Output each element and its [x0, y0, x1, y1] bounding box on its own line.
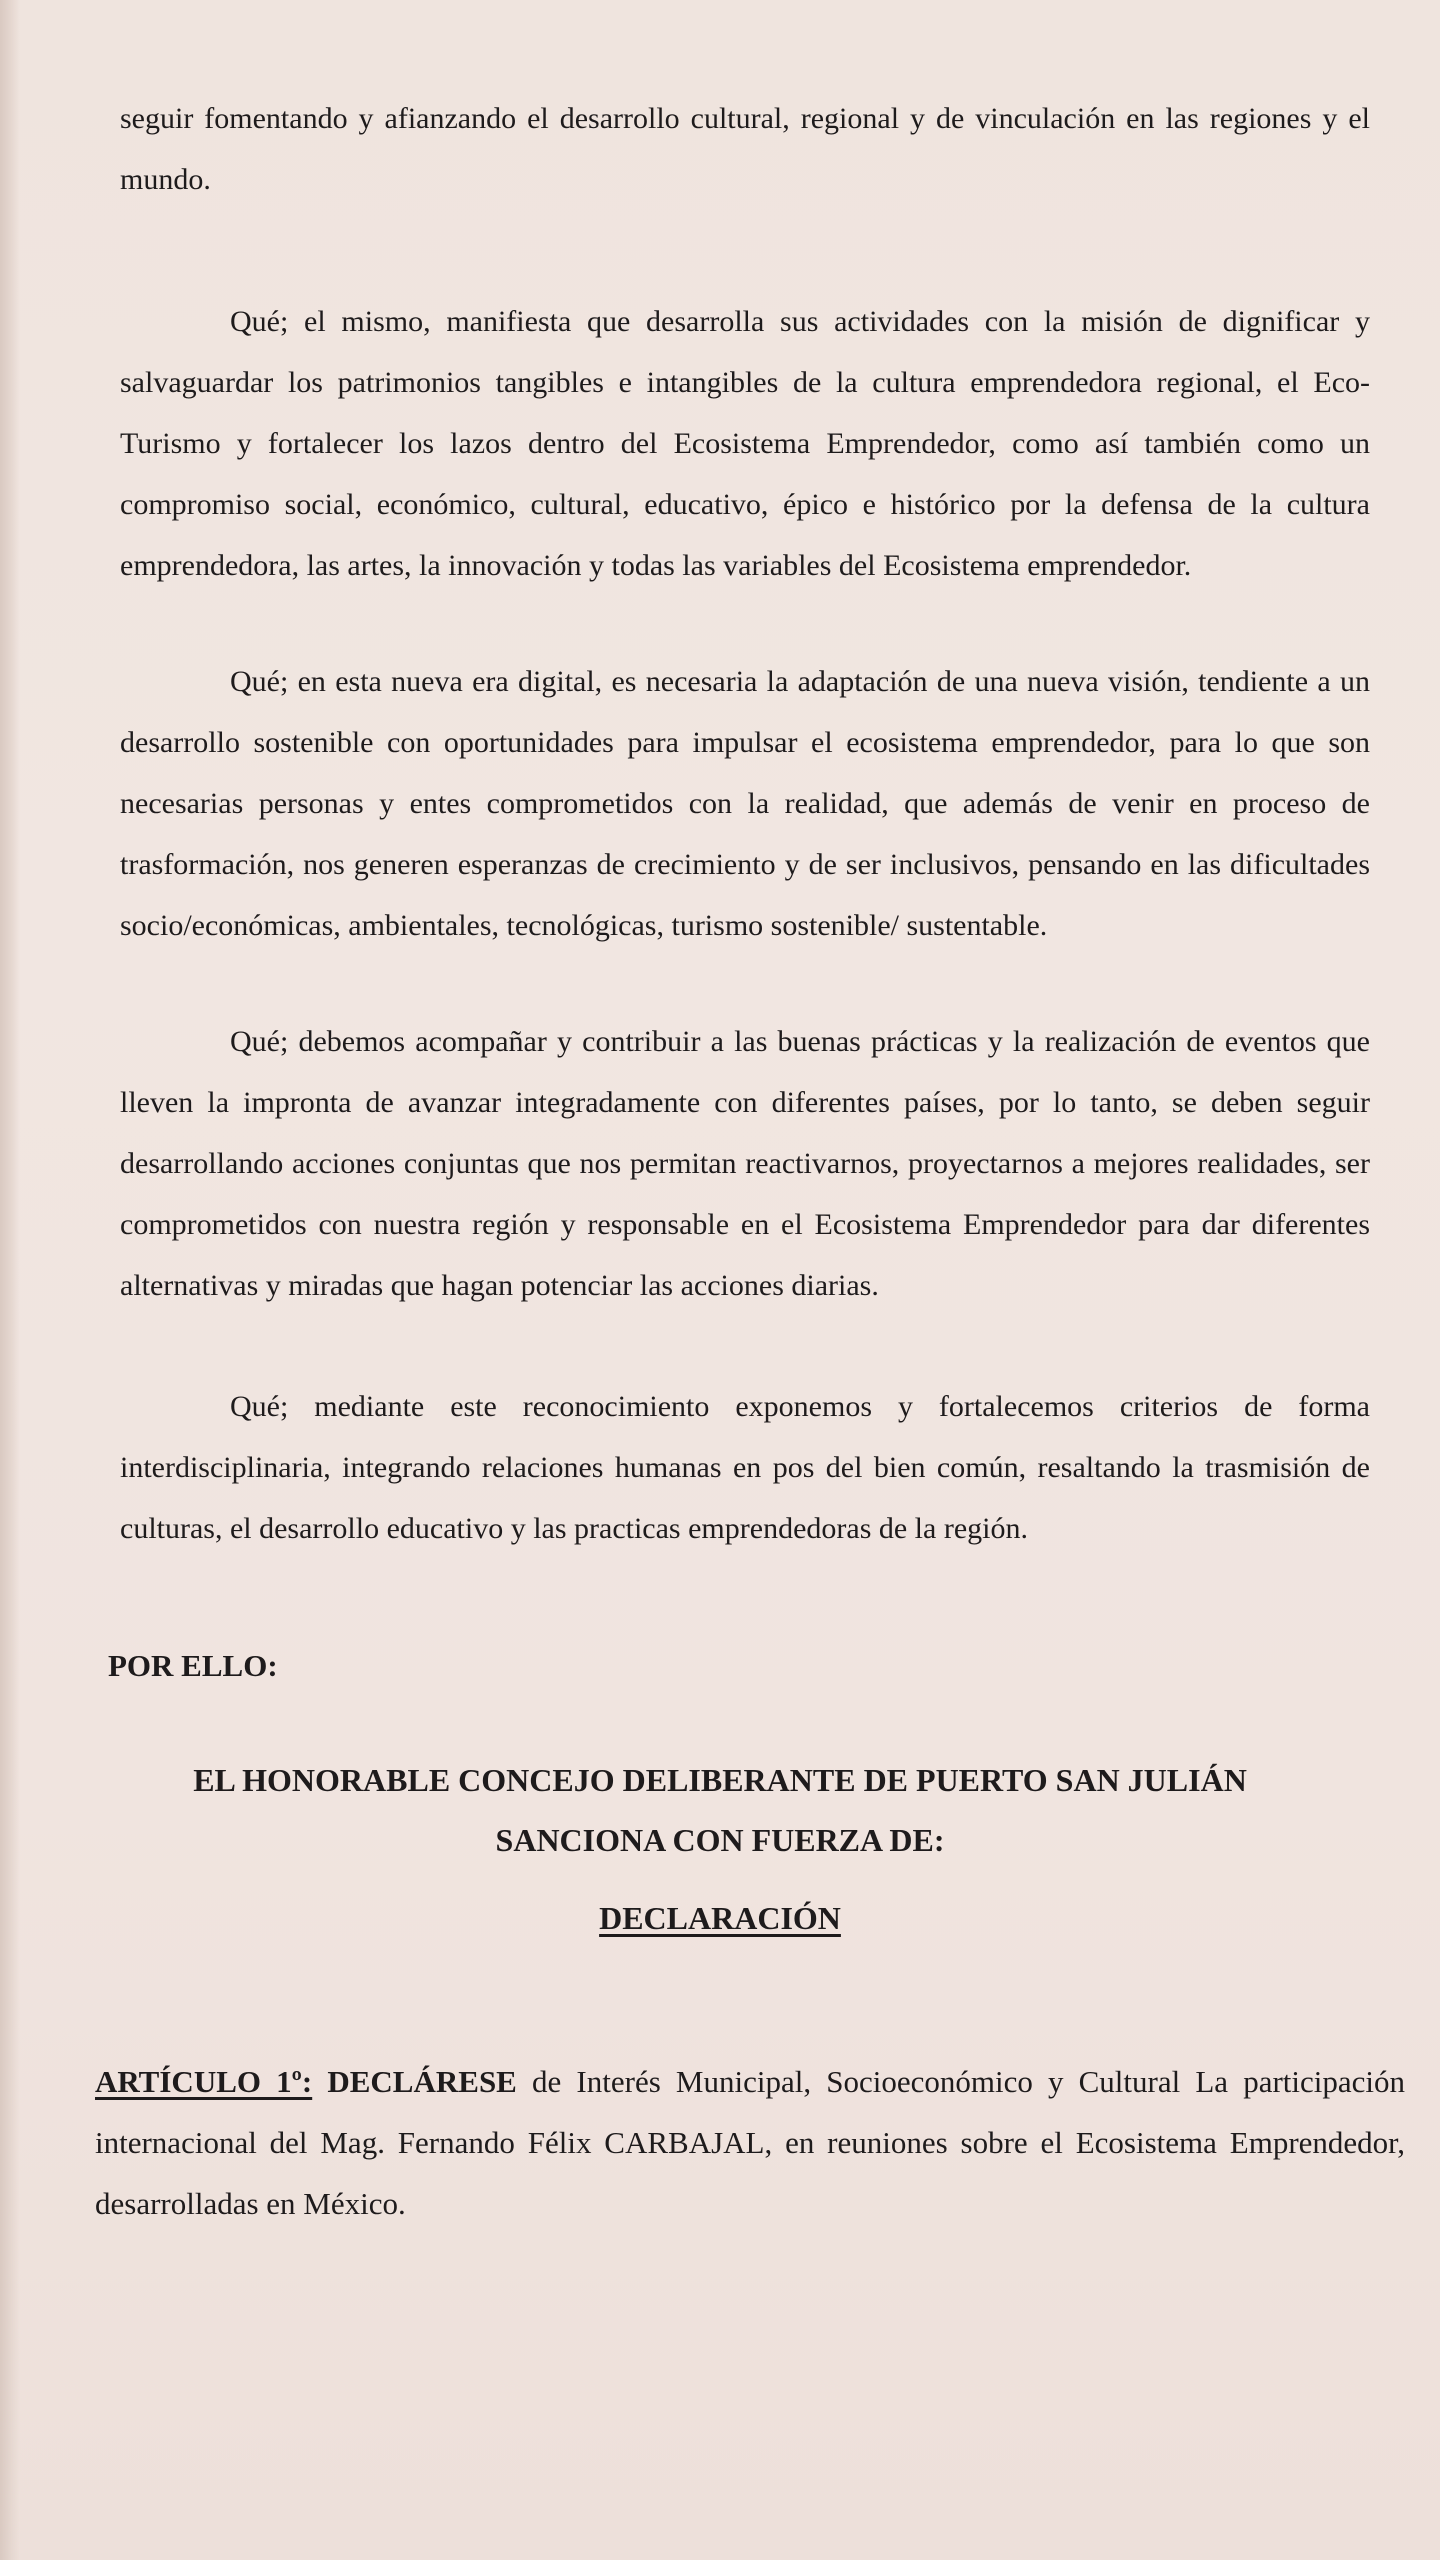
council-heading: EL HONORABLE CONCEJO DELIBERANTE DE PUERTO SAN JULIÁN [193, 1762, 1247, 1798]
declaration-title: DECLARACIÓN [599, 1900, 841, 1936]
paragraph-1: seguir fomentando y afianzando el desarrollo cultural, regional y de vinculación en las regiones y el mundo. [120, 102, 1370, 196]
sanction-heading: SANCIONA CON FUERZA DE: [495, 1822, 945, 1858]
paragraph-2: Qué; el mismo, manifiesta que desarrolla sus actividades con la misión de dignificar y salvaguardar los patrimonios tangibles e intangibles de la cultura emprendedora regional, el Eco-Turismo y fortalecer los lazos dentro del Ecosistema Emprendedor, como así también como un compromiso social, económico, cultural, educativo, épico e histórico por la defensa de la cultura emprendedora, las artes, la innovación y todas las variables del Ecosistema emprendedor. [120, 305, 1370, 582]
paragraph-4: Qué; debemos acompañar y contribuir a las buenas prácticas y la realización de eventos que lleven la impronta de avanzar integradamente con diferentes países, por lo tanto, se deben seguir desarrollando acciones conjuntas que nos permitan reactivarnos, proyectarnos a mejores realidades, ser comprometidos con nuestra región y responsable en el Ecosistema Emprendedor para dar diferentes alternativas y miradas que hagan potenciar las acciones diarias. [120, 1025, 1370, 1302]
article-1-label: ARTÍCULO 1º: [95, 2064, 313, 2099]
page-edge-shadow [0, 0, 20, 2560]
article-1 [95, 2051, 1405, 2234]
paragraph-5: Qué; mediante este reconocimiento exponemos y fortalecemos criterios de forma interdisciplinaria, integrando relaciones humanas en pos del bien común, resaltando la trasmisión de culturas, el desarrollo educativo y las practicas emprendedoras de la región. [120, 1390, 1370, 1545]
paragraph-3: Qué; en esta nueva era digital, es necesaria la adaptación de una nueva visión, tendiente a un desarrollo sostenible con oportunidades para impulsar el ecosistema emprendedor, para lo que son necesarias personas y entes comprometidos con la realidad, que además de venir en proceso de trasformación, nos generen esperanzas de crecimiento y de ser inclusivos, pensando en las dificultades socio/económicas, ambientales, tecnológicas, turismo sostenible/ sustentable. [120, 665, 1370, 942]
article-1-text: de Interés Municipal, Socioeconómico y Cultural La participación internacional del Mag. Fernando Félix CARBAJAL, en reuniones sobre el Ecosistema Emprendedor, desarrolladas en México. [95, 2064, 1406, 2221]
por-ello-label: POR ELLO: [108, 1648, 278, 1683]
article-1-verb: DECLÁRESE [327, 2064, 517, 2099]
